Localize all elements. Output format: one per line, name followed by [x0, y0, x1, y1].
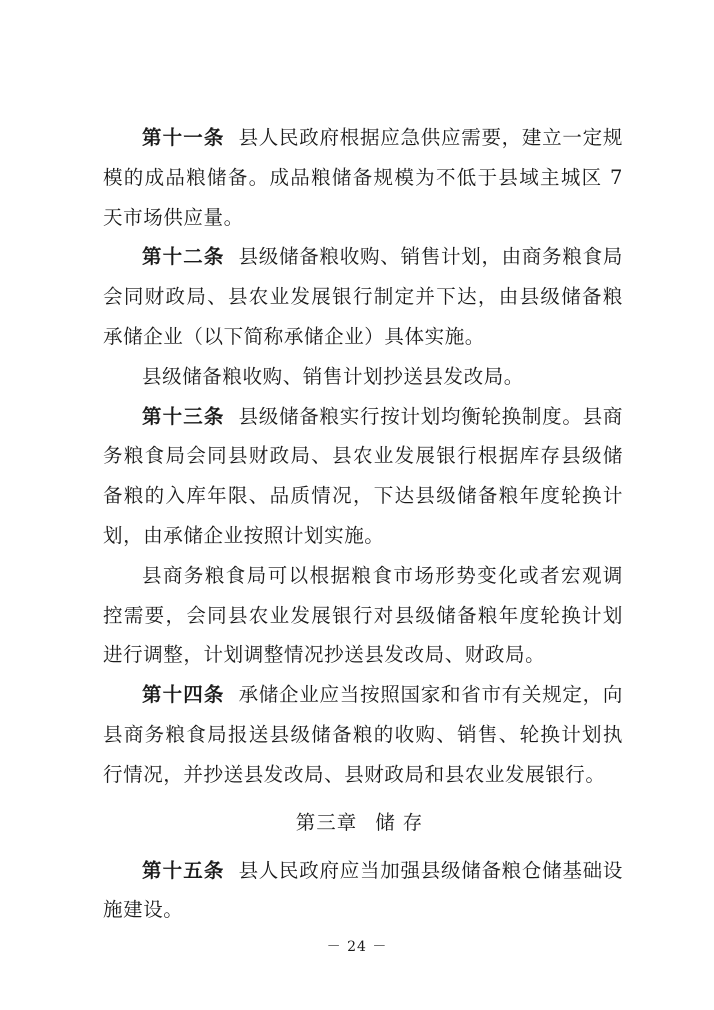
article-heading: 第十五条 [142, 858, 225, 882]
article-heading: 第十一条 [142, 126, 225, 149]
article-heading: 第十四条 [142, 683, 225, 707]
article-13 [103, 397, 623, 556]
chapter-heading [103, 803, 623, 843]
article-13-clause-2 [103, 556, 623, 675]
article-text: 县级储备粮收购、销售计划，由商务粮食局会同财政局、县农业发展银行制定并下达，由县级储备粮承储企业（以下简称承储企业）具体实施。 [103, 245, 623, 348]
article-heading: 第十二条 [142, 245, 225, 269]
chapter-name: 储存 [375, 810, 431, 834]
article-14 [103, 675, 623, 794]
article-12-clause-2 [103, 357, 623, 397]
article-text: 县人民政府根据应急供应需要，建立一定规模的成品粮储备。成品粮储备规模为不低于县域主城区 7 天市场供应量。 [103, 126, 623, 229]
article-text: 承储企业应当按照国家和省市有关规定，向县商务粮食局报送县级储备粮的收购、销售、轮换计划执行情况，并抄送县发改局、县财政局和县农业发展银行。 [103, 683, 623, 786]
page-number: － 24 － [326, 939, 388, 955]
document-body [103, 118, 623, 930]
article-11 [103, 118, 623, 237]
article-15 [103, 851, 623, 931]
chapter-number: 第三章 [295, 810, 358, 834]
article-text: 县级储备粮收购、销售计划抄送县发改局。 [142, 364, 524, 388]
article-text: 县商务粮食局可以根据粮食市场形势变化或者宏观调控需要，会同县农业发展银行对县级储备粮年度轮换计划进行调整，计划调整情况抄送县发改局、财政局。 [103, 563, 623, 667]
article-text: 县级储备粮实行按计划均衡轮换制度。县商务粮食局会同县财政局、县农业发展银行根据库存县级储备粮的入库年限、品质情况，下达县级储备粮年度轮换计划，由承储企业按照计划实施。 [103, 404, 623, 547]
article-heading: 第十三条 [142, 404, 225, 428]
article-text: 县人民政府应当加强县级储备粮仓储基础设施建设。 [103, 858, 623, 922]
article-12 [103, 237, 623, 356]
